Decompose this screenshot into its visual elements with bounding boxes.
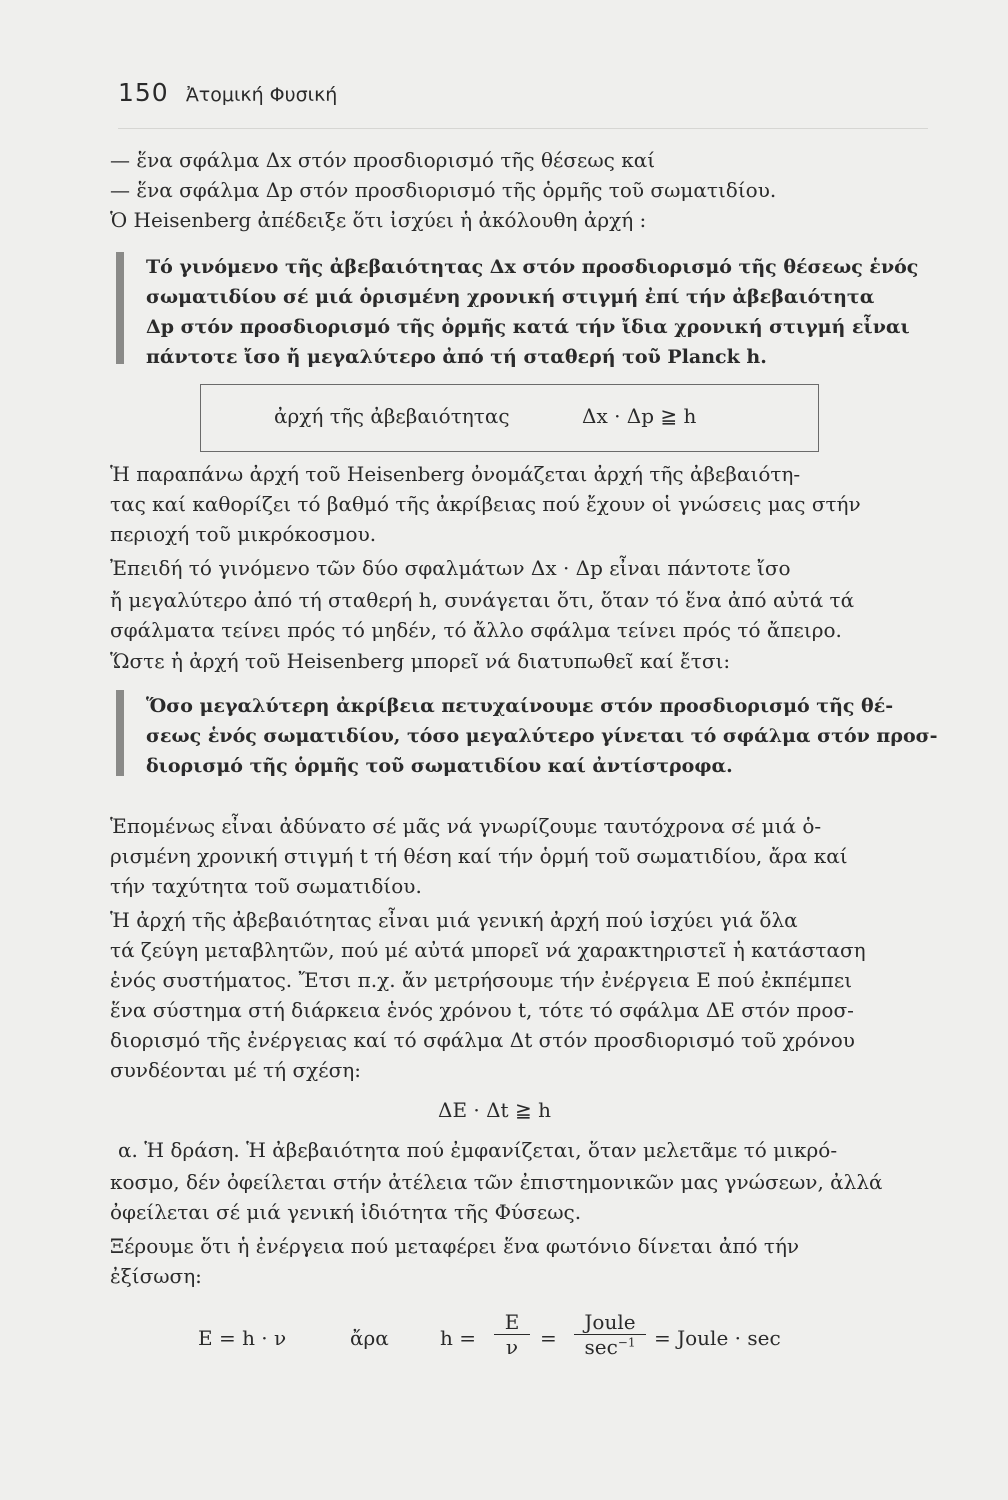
page-number: 150 xyxy=(118,78,169,107)
fraction-denominator: ν xyxy=(494,1334,530,1359)
fraction-denominator xyxy=(574,1334,646,1359)
text-line: Ἐπειδή τό γινόμενο τῶν δύο σφαλμάτων Δx · Δp εἶναι πάντοτε ἴσο xyxy=(110,556,791,580)
fraction-joule-over-inverse-sec xyxy=(574,1310,646,1359)
text-line: ἑνός συστήματος. Ἔτσι π.χ. ἄν μετρήσουμε τήν ἐνέργεια E πού ἐκπέμπει xyxy=(110,968,853,992)
text-line: Ἡ ἀρχή τῆς ἀβεβαιότητας εἶναι μιά γενική ἀρχή πού ἰσχύει γιά ὅλα xyxy=(110,908,798,932)
ara-word: ἄρα xyxy=(350,1326,389,1350)
text-line: ὀφείλεται σέ μιά γενική ἰδιότητα τῆς Φύσεως. xyxy=(110,1200,582,1224)
text-line: σφάλματα τείνει πρός τό μηδέν, τό ἄλλο σφάλμα τείνει πρός τό ἄπειρο. xyxy=(110,618,842,642)
running-title: Ἀτομική Φυσική xyxy=(185,84,338,106)
h-equals: h = xyxy=(440,1326,476,1350)
text-line: — ἕνα σφάλμα Δp στόν προσδιορισμό τῆς ὁρμῆς τοῦ σωματιδίου. xyxy=(110,178,777,202)
text-line: Ὁ Heisenberg ἀπέδειξε ὅτι ἰσχύει ἡ ἀκόλουθη ἀρχή : xyxy=(110,208,647,232)
text-line: τας καί καθορίζει τό βαθμό τῆς ἀκρίβειας πού ἔχουν οἱ γνώσεις μας στήν xyxy=(110,492,861,516)
text-line: ἕνα σύστημα στή διάρκεια ἑνός χρόνου t, τότε τό σφάλμα ΔE στόν προσ- xyxy=(110,998,854,1022)
emphasis-bar xyxy=(116,252,124,364)
denominator-exponent: −1 xyxy=(617,1335,636,1350)
text-line: α. Ἡ δράση. Ἡ ἀβεβαιότητα πού ἐμφανίζεται, ὅταν μελετᾶμε τό μικρό- xyxy=(118,1138,838,1162)
text-line: κοσμο, δέν ὀφείλεται στήν ἀτέλεια τῶν ἐπιστημονικῶν μας γνώσεων, ἀλλά xyxy=(110,1170,883,1194)
fraction-numerator: Joule xyxy=(584,1310,636,1334)
header-rule xyxy=(118,128,928,129)
text-line: διορισμό τῆς ἐνέργειας καί τό σφάλμα Δt στόν προσδιορισμό τοῦ χρόνου xyxy=(110,1028,855,1052)
text-line: ἐξίσωση: xyxy=(110,1264,202,1288)
text-line: Ὥστε ἡ ἀρχή τοῦ Heisenberg μπορεῖ νά διατυπωθεῖ καί ἔτσι: xyxy=(110,649,731,673)
denominator-unit: sec xyxy=(584,1335,618,1359)
equals-sign: = xyxy=(540,1326,557,1350)
text-line: ρισμένη χρονική στιγμή t τή θέση καί τήν ὁρμή τοῦ σωματιδίου, ἄρα καί xyxy=(110,844,848,868)
text-line: τήν ταχύτητα τοῦ σωματιδίου. xyxy=(110,874,422,898)
principle-restatement: σεως ἑνός σωματιδίου, τόσο μεγαλύτερο γίνεται τό σφάλμα στόν προσ- xyxy=(146,725,938,747)
principle-text: πάντοτε ἴσο ἤ μεγαλύτερο ἀπό τή σταθερή τοῦ Planck h. xyxy=(146,346,767,368)
text-line: Ξέρουμε ὅτι ἡ ἐνέργεια πού μεταφέρει ἕνα φωτόνιο δίνεται ἀπό τήν xyxy=(110,1234,800,1258)
text-line: συνδέονται μέ τή σχέση: xyxy=(110,1058,361,1082)
page-header xyxy=(118,78,337,107)
photon-energy-equation: E = h · ν xyxy=(198,1326,287,1350)
text-line: Ἑπομένως εἶναι ἀδύνατο σέ μᾶς νά γνωρίζουμε ταυτόχρονα σέ μιά ὁ- xyxy=(110,814,822,838)
uncertainty-equation: Δx · Δp ≧ h xyxy=(582,404,697,428)
emphasis-bar xyxy=(116,690,124,776)
fraction-numerator: E xyxy=(504,1310,520,1334)
text-line: Ἡ παραπάνω ἀρχή τοῦ Heisenberg ὀνομάζεται ἀρχή τῆς ἀβεβαιότη- xyxy=(110,462,801,486)
result-units: = Joule · sec xyxy=(654,1326,781,1350)
energy-time-equation: ΔE · Δt ≧ h xyxy=(438,1098,551,1122)
principle-text: Τό γινόμενο τῆς ἀβεβαιότητας Δx στόν προσδιορισμό τῆς θέσεως ἑνός xyxy=(146,256,919,278)
text-line: τά ζεύγη μεταβλητῶν, πού μέ αὐτά μπορεῖ νά χαρακτηριστεῖ ἡ κατάσταση xyxy=(110,938,866,962)
text-line: ἤ μεγαλύτερο ἀπό τή σταθερή h, συνάγεται ὅτι, ὅταν τό ἕνα ἀπό αὐτά τά xyxy=(110,588,855,612)
principle-restatement: Ὅσο μεγαλύτερη ἀκρίβεια πετυχαίνουμε στόν προσδιορισμό τῆς θέ- xyxy=(146,695,894,717)
principle-text: Δp στόν προσδιορισμό τῆς ὁρμῆς κατά τήν ἴδια χρονική στιγμή εἶναι xyxy=(146,316,910,338)
principle-label: ἀρχή τῆς ἀβεβαιότητας xyxy=(274,404,510,428)
fraction-e-over-nu xyxy=(494,1310,530,1359)
text-line: — ἕνα σφάλμα Δx στόν προσδιορισμό τῆς θέσεως καί xyxy=(110,148,656,172)
principle-text: σωματιδίου σέ μιά ὁρισμένη χρονική στιγμή ἐπί τήν ἀβεβαιότητα xyxy=(146,286,875,308)
principle-restatement: διορισμό τῆς ὁρμῆς τοῦ σωματιδίου καί ἀντίστροφα. xyxy=(146,755,733,777)
text-line: περιοχή τοῦ μικρόκοσμου. xyxy=(110,522,377,546)
